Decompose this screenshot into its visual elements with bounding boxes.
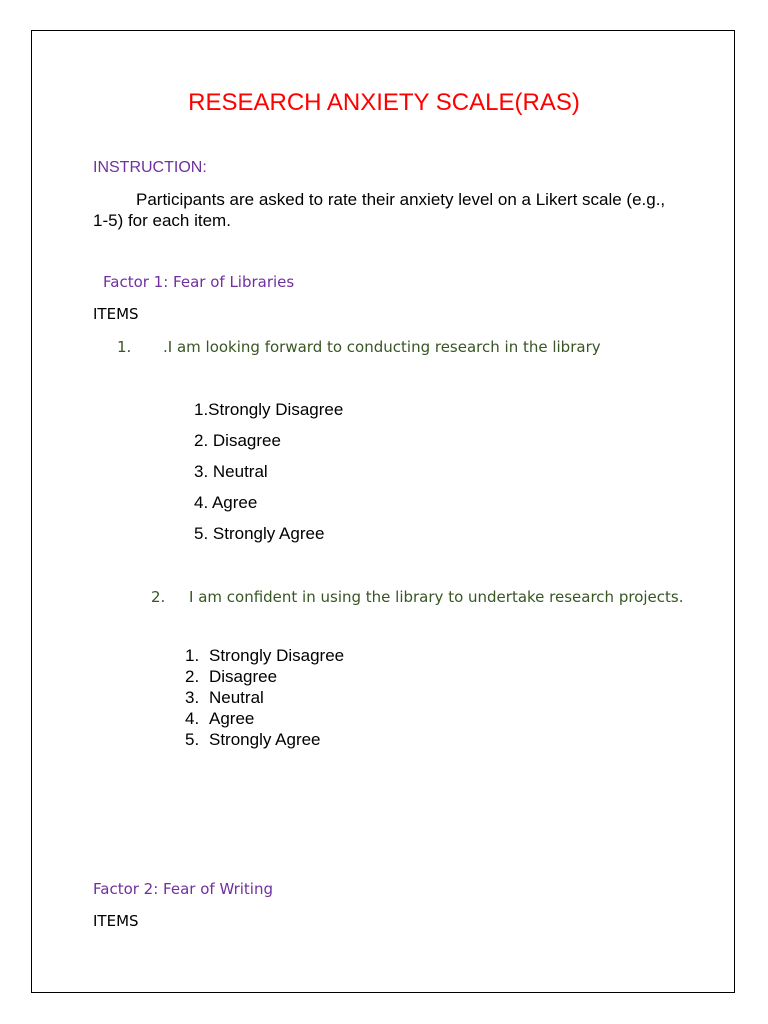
list-item: 3. Neutral bbox=[185, 688, 264, 707]
factor-2-title: Factor 2: Fear of Writing bbox=[93, 880, 274, 898]
question-2-options bbox=[185, 645, 344, 750]
list-item: 5. Strongly Agree bbox=[185, 730, 321, 749]
question-1-text: .I am looking forward to conducting research in the library bbox=[163, 338, 601, 356]
document-title: RESEARCH ANXIETY SCALE(RAS) bbox=[188, 89, 580, 116]
question-2-text: I am confident in using the library to undertake research projects. bbox=[189, 588, 684, 606]
question-1-option-3: 3. Neutral bbox=[194, 462, 268, 481]
question-1-number: 1. bbox=[117, 338, 132, 356]
question-1-option-5: 5. Strongly Agree bbox=[194, 524, 325, 543]
instruction-label: INSTRUCTION: bbox=[93, 159, 207, 176]
instruction-paragraph bbox=[93, 189, 673, 231]
document-page bbox=[31, 30, 735, 993]
list-item: 2. Disagree bbox=[185, 667, 278, 686]
question-1-option-4: 4. Agree bbox=[194, 493, 258, 512]
question-2-number: 2. bbox=[151, 588, 166, 606]
instruction-text: Participants are asked to rate their anxiety level on a Likert scale (e.g., 1-5) for each item. bbox=[93, 190, 666, 230]
list-item: 1. Strongly Disagree bbox=[185, 646, 345, 665]
factor-1-items-label: ITEMS bbox=[93, 305, 139, 323]
question-1-option-2: 2. Disagree bbox=[194, 431, 281, 450]
question-1-option-1: 1.Strongly Disagree bbox=[194, 400, 344, 419]
factor-1-title: Factor 1: Fear of Libraries bbox=[103, 273, 295, 291]
factor-2-items-label: ITEMS bbox=[93, 912, 139, 930]
list-item: 4. Agree bbox=[185, 709, 255, 728]
